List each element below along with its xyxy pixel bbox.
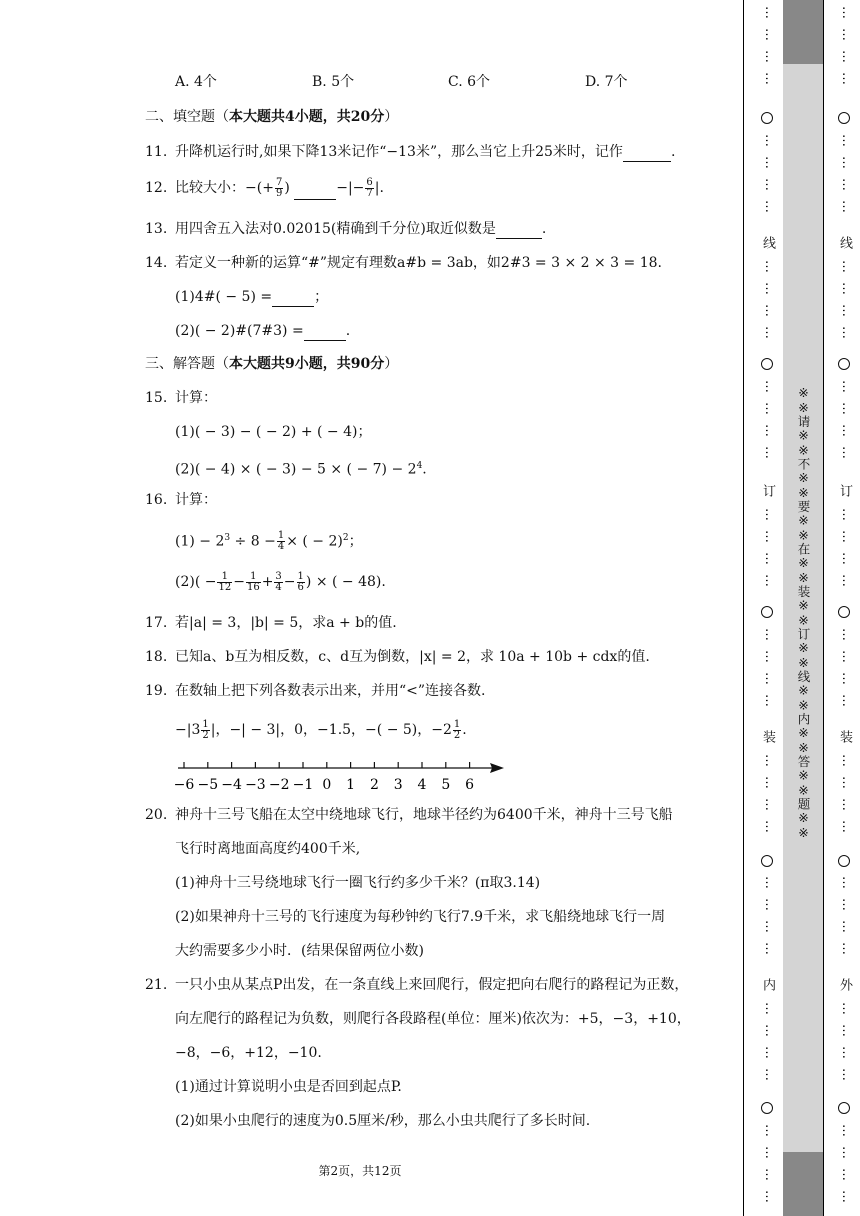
section-2-label: 二、填空题（ (145, 109, 229, 125)
section-3-info: 本大题共9小题，共90分 (229, 356, 385, 372)
binding-dots: … (762, 1124, 777, 1137)
q16-f3 (274, 572, 282, 593)
q15-text: 计算： (175, 390, 217, 406)
binding-dots: … (839, 380, 854, 393)
binding-dots: … (839, 1124, 854, 1137)
binding-dots: … (762, 178, 777, 191)
binding-dots: … (762, 6, 777, 19)
binding-dots: … (839, 178, 854, 191)
q11-stem: 升降机运行时,如果下降13米记作“−13米”，那么当它上升25米时，记作 (175, 144, 623, 160)
q12-compare: −|− (336, 180, 365, 196)
q21-number: 21. (145, 977, 168, 993)
q16-sub1 (175, 526, 363, 554)
binding-circle (761, 1102, 773, 1114)
q19-text: 在数轴上把下列各数表示出来，并用“<”连接各数. (175, 683, 486, 699)
binding-dots: … (839, 72, 854, 85)
binding-dots: … (839, 508, 854, 521)
number-line-label: −5 (197, 777, 219, 793)
q12-stem: 比较大小：−(+ (175, 180, 274, 196)
q12-fraction-2 (365, 178, 373, 199)
number-line-label: 0 (322, 777, 332, 793)
q18-text: 已知a、b互为相反数，c、d互为倒数，|x| = 2，求 10a + 10b + cdx的值. (175, 649, 650, 665)
q12-number: 12. (145, 180, 168, 196)
q20-sub1: (1)神舟十三号绕地球飞行一圈飞行约多少千米？(π取3.14) (175, 875, 541, 891)
number-line-label: −3 (245, 777, 266, 793)
binding-circle (838, 358, 850, 370)
q14-number: 14. (145, 255, 168, 271)
binding-bottom-block (783, 1152, 823, 1216)
q16-sub1-exp2: 2 (342, 533, 349, 543)
binding-dots: … (839, 402, 854, 415)
binding-dots: … (839, 200, 854, 213)
binding-label: 线 (837, 236, 852, 249)
binding-dots: … (839, 1190, 854, 1203)
binding-dots: … (839, 260, 854, 273)
binding-dots: … (839, 820, 854, 833)
q14-sub2-end: . (345, 323, 351, 339)
binding-dots: … (839, 694, 854, 707)
q12-fraction-1 (275, 178, 283, 199)
q16-sub2-b: ) × ( − 48). (305, 574, 386, 590)
q20-sub2-line1: (2)如果神舟十三号的飞行速度为每秒钟约飞行7.9千米，求飞船绕地球飞行一周 (175, 909, 666, 925)
q11-end: . (670, 144, 676, 160)
q17-number: 17. (145, 615, 168, 631)
binding-dots: … (839, 776, 854, 789)
binding-circle (761, 112, 773, 124)
q17-text: 若|a| = 3，|b| = 5，求a + b的值. (175, 615, 397, 631)
binding-dots: … (762, 1068, 777, 1081)
binding-dots: … (762, 28, 777, 41)
choice-b: B. 5个 (312, 74, 355, 90)
binding-dots: … (839, 446, 854, 459)
binding-dots: … (839, 754, 854, 767)
q21-sub1: (1)通过计算说明小虫是否回到起点P. (175, 1079, 402, 1095)
binding-dots: … (839, 134, 854, 147)
binding-dots: … (839, 552, 854, 565)
binding-dots: … (839, 1146, 854, 1159)
number-line-label: 1 (346, 777, 356, 793)
q16-f4-num: 1 (297, 570, 304, 582)
q19-f2-num: 1 (453, 718, 461, 730)
binding-dots: … (839, 1168, 854, 1181)
binding-dots: … (762, 282, 777, 295)
q12-end: |. (374, 180, 384, 196)
binding-dots: … (762, 424, 777, 437)
binding-dots: … (839, 424, 854, 437)
number-line-label: −6 (173, 777, 195, 793)
page-footer: 第2页，共12页 (318, 1164, 402, 1178)
q16-sub1-c: × ( − 2) (286, 533, 343, 550)
section-2-title (145, 107, 398, 127)
binding-dots: … (762, 1168, 777, 1181)
q16-sub1-b: ÷ 8 − (230, 533, 276, 550)
binding-circle (761, 855, 773, 867)
binding-label: 内 (760, 978, 775, 991)
q11-number: 11. (145, 144, 168, 160)
q21-line1: 一只小虫从某点P出发，在一条直线上来回爬行，假定把向右爬行的路程记为正数， (175, 977, 689, 993)
binding-label: 装 (837, 730, 852, 743)
q15-number: 15. (145, 390, 168, 406)
binding-dots: … (762, 1002, 777, 1015)
binding-dots: … (839, 1046, 854, 1059)
binding-dots: … (839, 50, 854, 63)
q19-number: 19. (145, 683, 168, 699)
binding-dots: … (762, 530, 777, 543)
binding-dots: … (762, 694, 777, 707)
q14-sub2-text: (2)( − 2)#(7#3) = (175, 323, 304, 339)
q11-blank[interactable] (623, 147, 671, 162)
q19-f1-den: 2 (202, 729, 209, 741)
binding-dots: … (762, 672, 777, 685)
q19-f1-num: 1 (202, 718, 209, 730)
section-3-label: 三、解答题（ (145, 356, 229, 372)
q20-sub2-line2: 大约需要多少小时．(结果保留两位小数) (175, 943, 424, 959)
binding-dots: … (762, 898, 777, 911)
q16-f4 (297, 572, 305, 593)
binding-dots: … (839, 798, 854, 811)
binding-dots: … (839, 650, 854, 663)
binding-dots: … (839, 530, 854, 543)
binding-dots: … (762, 156, 777, 169)
binding-dots: … (839, 1068, 854, 1081)
number-line-label: 4 (417, 777, 427, 793)
number-line-label: 3 (393, 777, 403, 793)
binding-dots: … (762, 876, 777, 889)
binding-top-block (783, 0, 823, 64)
binding-dots: … (839, 574, 854, 587)
binding-dots: … (839, 282, 854, 295)
section-2-info: 本大题共4小题，共20分 (229, 109, 385, 125)
binding-dots: … (762, 920, 777, 933)
q13-blank[interactable] (496, 224, 542, 239)
section-3-end: ） (384, 356, 399, 372)
q14-sub2-blank[interactable] (304, 326, 346, 341)
binding-label: 线 (760, 236, 775, 249)
q16-f1-den: 12 (218, 581, 232, 593)
q19-f2-den: 2 (453, 729, 461, 741)
binding-dots: … (839, 1024, 854, 1037)
q15-sub2-exponent: 4 (416, 461, 423, 471)
q16-sub2-a: (2)( − (175, 574, 217, 590)
q13-number: 13. (145, 221, 168, 237)
number-line (170, 756, 510, 798)
q16-f3-den: 4 (275, 581, 282, 593)
q19-frac-2 (453, 720, 461, 741)
q14-sub2 (175, 321, 350, 341)
number-line-label: −1 (292, 777, 314, 793)
binding-circle (838, 606, 850, 618)
binding-dots: … (762, 200, 777, 213)
q16-f2 (246, 572, 261, 593)
binding-label: 装 (760, 730, 775, 743)
binding-dots: … (839, 28, 854, 41)
binding-dots: … (839, 156, 854, 169)
binding-dots: … (839, 942, 854, 955)
q12-blank[interactable] (294, 185, 336, 200)
q19-frac-1 (201, 720, 209, 741)
q15-sub2 (175, 456, 427, 480)
q14-sub1-text: (1)4#( − 5) = (175, 289, 273, 305)
binding-label: 订 (837, 484, 852, 497)
q14-sub1-end: ； (314, 289, 329, 305)
q16-f1-num: 1 (217, 572, 232, 583)
binding-dots: … (839, 326, 854, 339)
binding-dots: … (762, 820, 777, 833)
q16-f2-den: 16 (246, 581, 260, 593)
binding-dots: … (762, 134, 777, 147)
q21-sub2: (2)如果小虫爬行的速度为0.5厘米/秒，那么小虫共爬行了多长时间. (175, 1113, 591, 1129)
binding-dots: … (839, 920, 854, 933)
q15-sub1: (1)( − 3) − ( − 2) + ( − 4)； (175, 424, 372, 440)
q21-line3: −8，−6，+12，−10. (175, 1045, 322, 1061)
q20-line2: 飞行时离地面高度约400千米, (175, 841, 361, 857)
q16-sub1-fraction (277, 531, 285, 552)
binding-circle (761, 358, 773, 370)
q16-sub1-exp: 3 (224, 533, 231, 543)
choice-a: A. 4个 (175, 74, 217, 90)
binding-dots: … (839, 672, 854, 685)
number-line-label: −4 (221, 777, 242, 793)
section-3-title (145, 354, 398, 374)
binding-dots: … (762, 1146, 777, 1159)
binding-dots: … (762, 380, 777, 393)
q15-sub2-end: . (422, 461, 427, 478)
q12-paren: ) (284, 180, 290, 196)
binding-circle (838, 112, 850, 124)
q16-text: 计算： (175, 492, 217, 508)
binding-dots: … (762, 650, 777, 663)
binding-dots: … (762, 574, 777, 587)
binding-dots: … (839, 628, 854, 641)
binding-dots: … (762, 304, 777, 317)
binding-dots: … (762, 402, 777, 415)
q15-sub2-text: (2)( − 4) × ( − 3) − 5 × ( − 7) − 2 (175, 461, 417, 478)
binding-dots: … (762, 776, 777, 789)
q13-stem: 用四舍五入法对0.02015(精确到千分位)取近似数是 (175, 221, 496, 237)
q13-text (175, 219, 546, 239)
q14-text: 若定义一种新的运算“#”规定有理数a#b = 3ab，如2#3 = 3 × 2 × 3 = 18. (175, 255, 662, 271)
q19-numbers (175, 718, 467, 742)
q12-frac1-den: 9 (275, 187, 283, 199)
binding-circle (838, 1102, 850, 1114)
q20-line1: 神舟十三号飞船在太空中绕地球飞行，地球半径约为6400千米，神舟十三号飞船 (175, 807, 673, 823)
binding-dots: … (762, 446, 777, 459)
number-line-label: 5 (441, 777, 451, 793)
number-line-label: −2 (268, 777, 290, 793)
binding-dots: … (762, 508, 777, 521)
number-line-arrow (490, 763, 504, 773)
binding-dots: … (762, 72, 777, 85)
binding-circle (838, 855, 850, 867)
q13-end: . (541, 221, 547, 237)
q16-frac-den: 4 (277, 541, 285, 553)
binding-dots: … (839, 876, 854, 889)
q16-frac-num: 1 (277, 530, 285, 542)
q16-sub2: (2)( − $\frac{1}{12}$ − $\frac{1}{16}$ + $\frac{3}{4}$ − $\frac{1}{6}$ ) × ( − 48). (175, 570, 386, 593)
q16-f3-num: 3 (275, 570, 282, 582)
binding-dots: … (762, 754, 777, 767)
binding-dots: … (762, 552, 777, 565)
q19-nums-c: . (462, 722, 467, 738)
binding-dots: … (762, 1046, 777, 1059)
binding-dots: … (762, 942, 777, 955)
binding-dots: … (762, 50, 777, 63)
binding-circle (761, 606, 773, 618)
q19-nums-a: −|3 (175, 722, 201, 738)
q16-f2-num: 1 (246, 572, 261, 583)
binding-dots: … (762, 1190, 777, 1203)
q18-number: 18. (145, 649, 168, 665)
q19-nums-b: |，−| − 3|，0，−1.5，−( − 5)，−2 (210, 722, 452, 738)
binding-label: 外 (837, 978, 852, 991)
q11-text (175, 142, 675, 162)
q16-sub1-a: (1) − 2 (175, 533, 225, 550)
binding-dots: … (762, 260, 777, 273)
q12-frac2-den: 7 (366, 187, 373, 199)
binding-dots: … (762, 326, 777, 339)
binding-dots: … (762, 1024, 777, 1037)
q16-f1 (217, 572, 232, 593)
q14-sub1-blank[interactable] (272, 292, 314, 307)
binding-dots: … (839, 1002, 854, 1015)
q21-line2: 向左爬行的路程记为负数，则爬行各段路程(单位：厘米)依次为：+5，−3，+10， (175, 1011, 691, 1027)
binding-dots: … (762, 798, 777, 811)
number-line-label: 2 (369, 777, 379, 793)
binding-dots: … (839, 898, 854, 911)
binding-dots: … (839, 304, 854, 317)
choice-c: C. 6个 (448, 74, 491, 90)
section-2-end: ） (384, 109, 399, 125)
q20-number: 20. (145, 807, 168, 823)
binding-label: 订 (760, 484, 775, 497)
q12-text (175, 176, 384, 200)
q14-sub1 (175, 287, 328, 307)
binding-warning: ※※请※※不※※要※※在※※装※※订※※线※※内※※答※※题※※ (796, 384, 811, 840)
q16-sub1-d: ； (348, 533, 363, 550)
q12-frac2-num: 6 (366, 176, 373, 188)
binding-dots: … (839, 6, 854, 19)
number-line-label: 6 (465, 777, 475, 793)
binding-dots: … (762, 628, 777, 641)
choice-d: D. 7个 (585, 74, 628, 90)
q16-f4-den: 6 (297, 581, 304, 593)
q16-number: 16. (145, 492, 168, 508)
q12-frac1-num: 7 (275, 176, 283, 188)
